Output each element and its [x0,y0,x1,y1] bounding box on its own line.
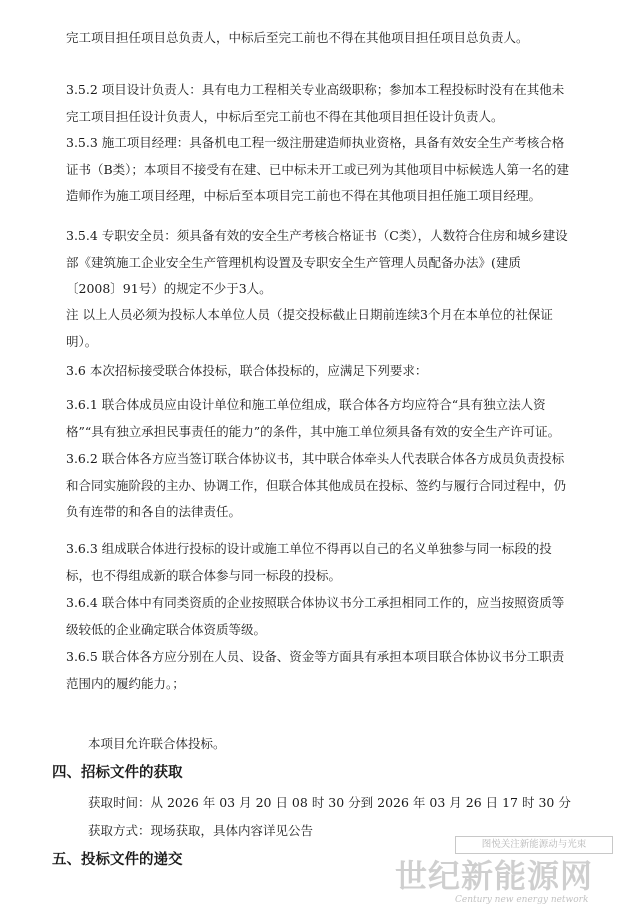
watermark-english: Century new energy network [455,895,589,905]
section-4-heading: 四、招标文件的获取 [52,765,183,781]
watermark-logo: 世纪新能源网 [395,857,594,895]
personnel-note: 注 以上人员必须为投标人本单位人员（提交投标截止日期前连续3个月在本单位的社保证明）。 [66,307,553,349]
clause-3-6-2: 3.6.2 联合体各方应当签订联合体协议书，其中联合体牵头人代表联合体各方成员负责投标和合同实施阶段的主办、协调工作，但联合体其他成员在投标、签约与履行合同过程中，仍负有连带的和各自的法律责任。 [66,451,567,519]
clause-3-6-4: 3.6.4 联合体中有同类资质的企业按照联合体协议书分工承担相同工作的，应当按照资质等级较低的企业确定联合体资质等级。 [66,595,565,637]
joint-bid-allowed: 本项目允许联合体投标。 [88,736,226,751]
clause-3-5-2: 3.5.2 项目设计负责人：具有电力工程相关专业高级职称；参加本工程投标时没有在其他未完工项目担任设计负责人，中标后至完工前也不得在其他项目担任设计负责人。 [66,82,565,124]
clause-3-6: 3.6 本次招标接受联合体投标，联合体投标的，应满足下列要求： [66,363,428,378]
clause-3-5-4: 3.5.4 专职安全员：须具备有效的安全生产考核合格证书（C类），人数符合住房和城乡建设部《建筑施工企业安全生产管理机构设置及专职安全生产管理人员配备办法》(建质〔2008〕91号）的规定不少于3人。 [66,228,568,296]
clause-3-5-3: 3.5.3 施工项目经理：具备机电工程一级注册建造师执业资格，具备有效安全生产考核合格证书（B类）；本项目不接受有在建、已中标未开工或已列为其他项目中标候选人第一名的建造师作为施工项目经理，中标后至本项目完工前也不得在其他项目担任施工项目经理。 [66,135,569,203]
section-5-heading: 五、投标文件的递交 [52,852,183,868]
clause-3-6-3: 3.6.3 组成联合体进行投标的设计或施工单位不得再以自己的名义单独参与同一标段的投标，也不得组成新的联合体参与同一标段的投标。 [66,541,552,583]
paragraph-continuation: 完工项目担任项目总负责人，中标后至完工前也不得在其他项目担任项目总负责人。 [66,30,529,45]
clause-3-6-1: 3.6.1 联合体成员应由设计单位和施工单位组成，联合体各方均应符合“具有独立法人资格”“具有独立承担民事责任的能力”的条件，其中施工单位须具备有效的安全生产许可证。 [66,397,561,439]
watermark-caption: 图悦关注新能源动与光束 [455,836,613,854]
acquisition-method: 获取方式：现场获取，具体内容详见公告 [88,823,314,838]
acquisition-time: 获取时间：从 2026 年 03 月 20 日 08 时 30 分到 2026 年 03 月 26 日 17 时 30 分 [88,795,571,810]
clause-3-6-5: 3.6.5 联合体各方应分别在人员、设备、资金等方面具有承担本项目联合体协议书分工职责范围内的履约能力。； [66,649,565,691]
